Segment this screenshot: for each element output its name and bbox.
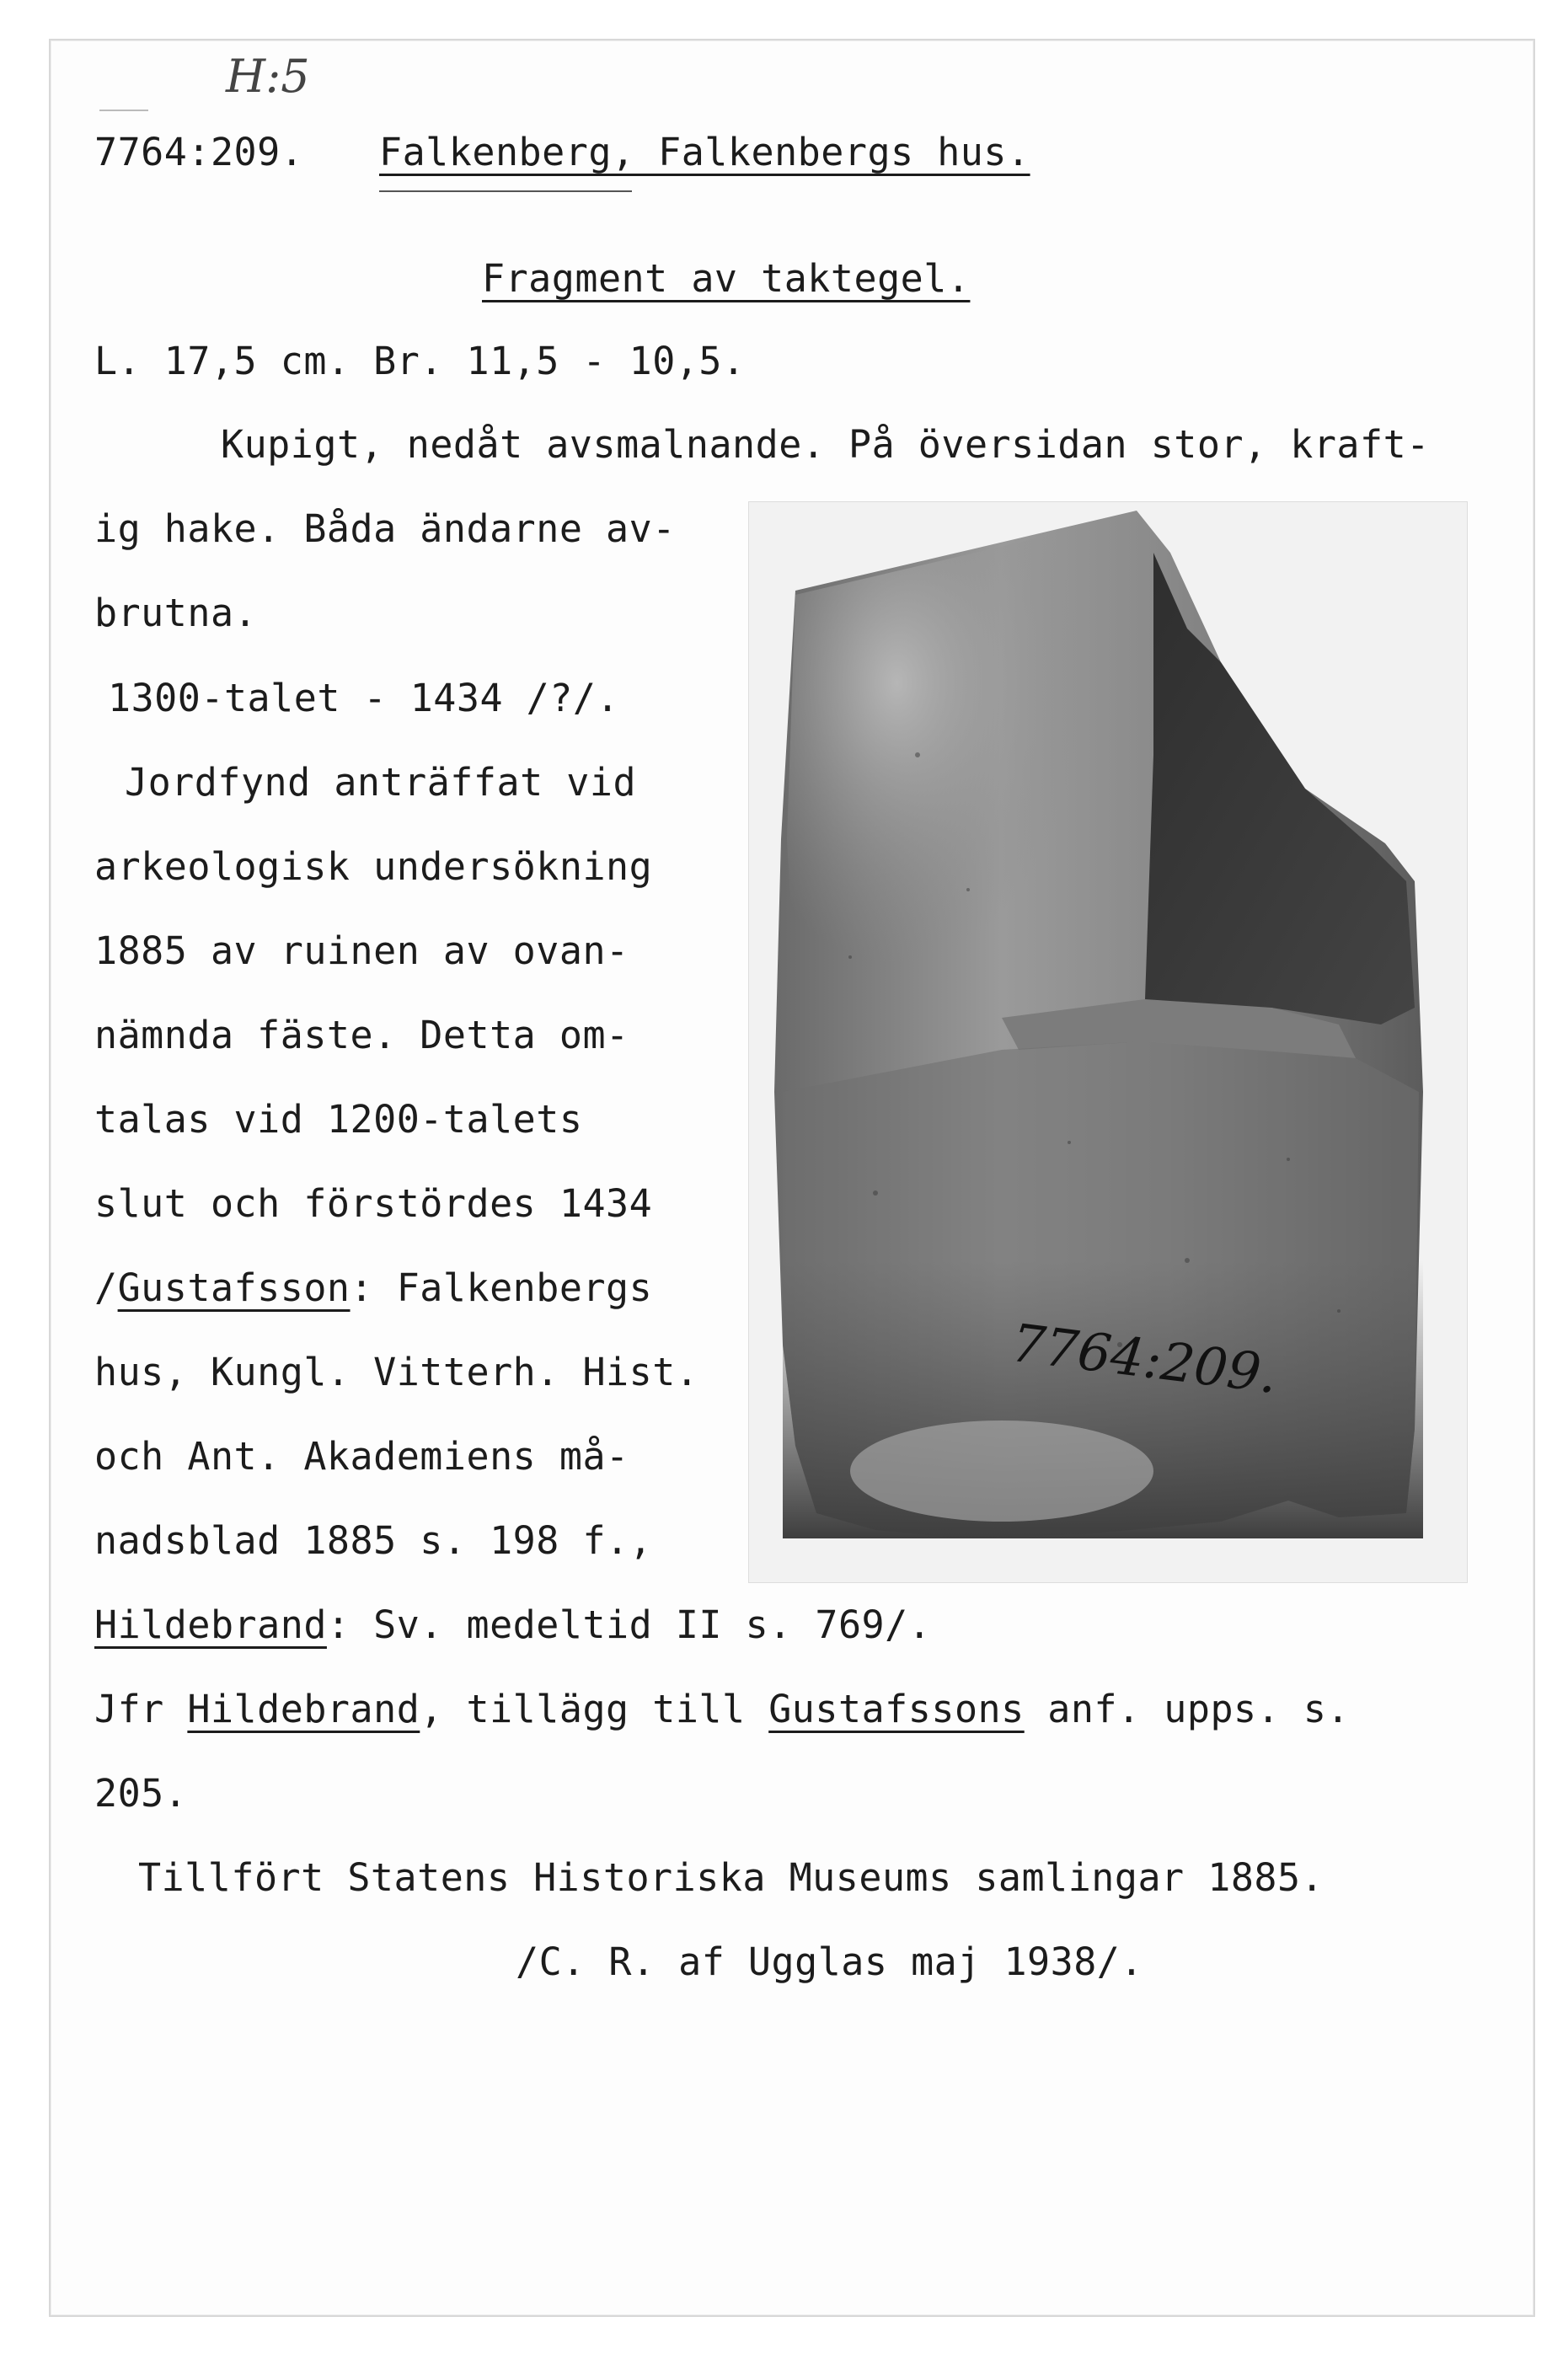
photo-inscription: 7764:209. (1008, 1311, 1282, 1406)
reference-1-rest: : Falkenbergs (350, 1265, 653, 1310)
handwritten-mark: H:5 (226, 50, 310, 103)
object-photograph (748, 501, 1468, 1583)
reference-2-rest: : Sv. medeltid II s. 769/. (326, 1602, 932, 1647)
dimensions: L. 17,5 cm. Br. 11,5 - 10,5. (94, 339, 746, 383)
catalog-number: 7764:209. (94, 130, 304, 174)
reference-1-author: Gustafsson (117, 1265, 351, 1310)
reference-2 (94, 1602, 932, 1647)
cross-reference-work: Gustafssons (768, 1687, 1025, 1731)
cross-reference-author: Hildebrand (187, 1687, 420, 1731)
find-context-line-6: slut och förstördes 1434 (94, 1181, 653, 1226)
reference-line-3: och Ant. Akademiens må- (94, 1434, 629, 1479)
header-rule (99, 110, 148, 111)
signature: /C. R. af Ugglas maj 1938/. (516, 1939, 1143, 1984)
find-context-line-3: 1885 av ruinen av ovan- (94, 928, 629, 973)
site-double-underline (379, 190, 632, 192)
description-line-3: brutna. (94, 591, 258, 635)
description-line-1: Kupigt, nedåt avsmalnande. På översidan stor, kraft- (221, 422, 1430, 467)
description-line-2: ig hake. Båda ändarne av- (94, 506, 676, 551)
find-context-line-4: nämnda fäste. Detta om- (94, 1013, 629, 1057)
site-name: Falkenberg, Falkenbergs hus. (379, 130, 1030, 174)
provenance: Tillfört Statens Historiska Museums samlingar 1885. (138, 1855, 1325, 1900)
reference-1 (94, 1265, 653, 1310)
cross-reference-mid: , tillägg till (420, 1687, 769, 1731)
cross-reference-page: 205. (94, 1771, 188, 1816)
reference-2-author: Hildebrand (94, 1602, 327, 1647)
find-context-line-1: Jordfynd anträffat vid (125, 760, 637, 805)
object-title: Fragment av taktegel. (482, 256, 971, 301)
reference-1-prefix: / (94, 1265, 118, 1310)
roof-tile-fragment-image (749, 502, 1467, 1582)
dating: 1300-talet - 1434 /?/. (108, 676, 620, 720)
cross-reference-rest: anf. upps. s. (1024, 1687, 1351, 1731)
cross-reference-prefix: Jfr (94, 1687, 188, 1731)
cross-reference (94, 1687, 1351, 1731)
reference-line-2: hus, Kungl. Vitterh. Hist. (94, 1350, 699, 1394)
find-context-line-5: talas vid 1200-talets (94, 1097, 583, 1142)
reference-line-4: nadsblad 1885 s. 198 f., (94, 1518, 653, 1563)
find-context-line-2: arkeologisk undersökning (94, 844, 653, 889)
